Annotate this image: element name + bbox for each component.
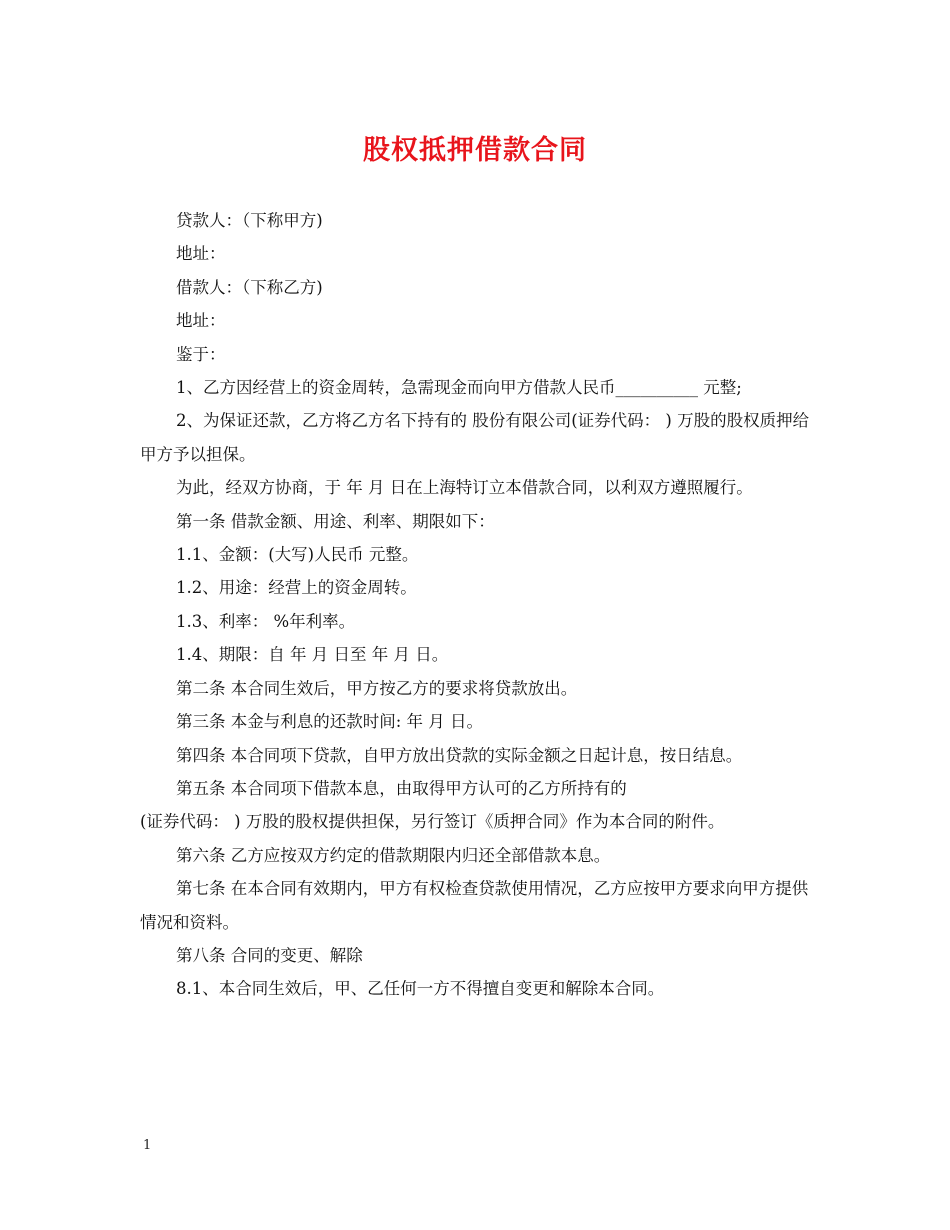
article-7: 第七条 在本合同有效期内，甲方有权检查贷款使用情况，乙方应按甲方要求向甲方提供情况和资料。 [140, 879, 809, 932]
lender-line: 贷款人：（下称甲方) [176, 211, 323, 230]
article-1-amount: 1.1、金额：(大写)人民币 元整。 [176, 545, 419, 565]
article-1-rate: 1.3、利率： %年利率。 [176, 611, 356, 631]
article-5: 第五条 本合同项下借款本息，由取得甲方认可的乙方所持有的 [176, 778, 627, 798]
article-5-continued: (证券代码： ) 万股的股权提供担保，另行签订《质押合同》作为本合同的附件。 [140, 812, 725, 832]
whereas-item-2: 2、为保证还款，乙方将乙方名下持有的 股份有限公司(证券代码： ) 万股的股权质押给甲方予以担保。 [140, 411, 810, 464]
borrower-address-line: 地址： [176, 311, 226, 331]
lender-address-line: 地址： [176, 244, 226, 264]
article-1-purpose: 1.2、用途：经营上的资金周转。 [176, 578, 417, 598]
agreement-intro: 为此，经双方协商，于 年 月 日在上海特订立本借款合同，以利双方遵照履行。 [176, 478, 753, 498]
article-8-heading: 第八条 合同的变更、解除 [176, 945, 363, 965]
article-8-1: 8.1、本合同生效后，甲、乙任何一方不得擅自变更和解除本合同。 [176, 979, 665, 999]
document-title: 股权抵押借款合同 [363, 135, 587, 166]
article-3: 第三条 本金与利息的还款时间: 年 月 日。 [176, 712, 484, 732]
document-body [140, 204, 820, 1006]
whereas-heading: 鉴于： [176, 344, 226, 364]
article-2: 第二条 本合同生效后，甲方按乙方的要求将贷款放出。 [176, 678, 578, 698]
article-4: 第四条 本合同项下贷款，自甲方放出贷款的实际金额之日起计息，按日结息。 [176, 745, 743, 765]
page-number: 1 [143, 1138, 152, 1153]
borrower-line: 借款人：（下称乙方) [176, 277, 323, 297]
article-1-term: 1.4、期限：自 年 月 日至 年 月 日。 [176, 645, 449, 665]
article-6: 第六条 乙方应按双方约定的借款期限内归还全部借款本息。 [176, 845, 611, 865]
whereas-item-1: 1、乙方因经营上的资金周转，急需现金而向甲方借款人民币__________ 元整; [176, 378, 742, 398]
article-1-heading: 第一条 借款金额、用途、利率、期限如下： [176, 511, 495, 531]
